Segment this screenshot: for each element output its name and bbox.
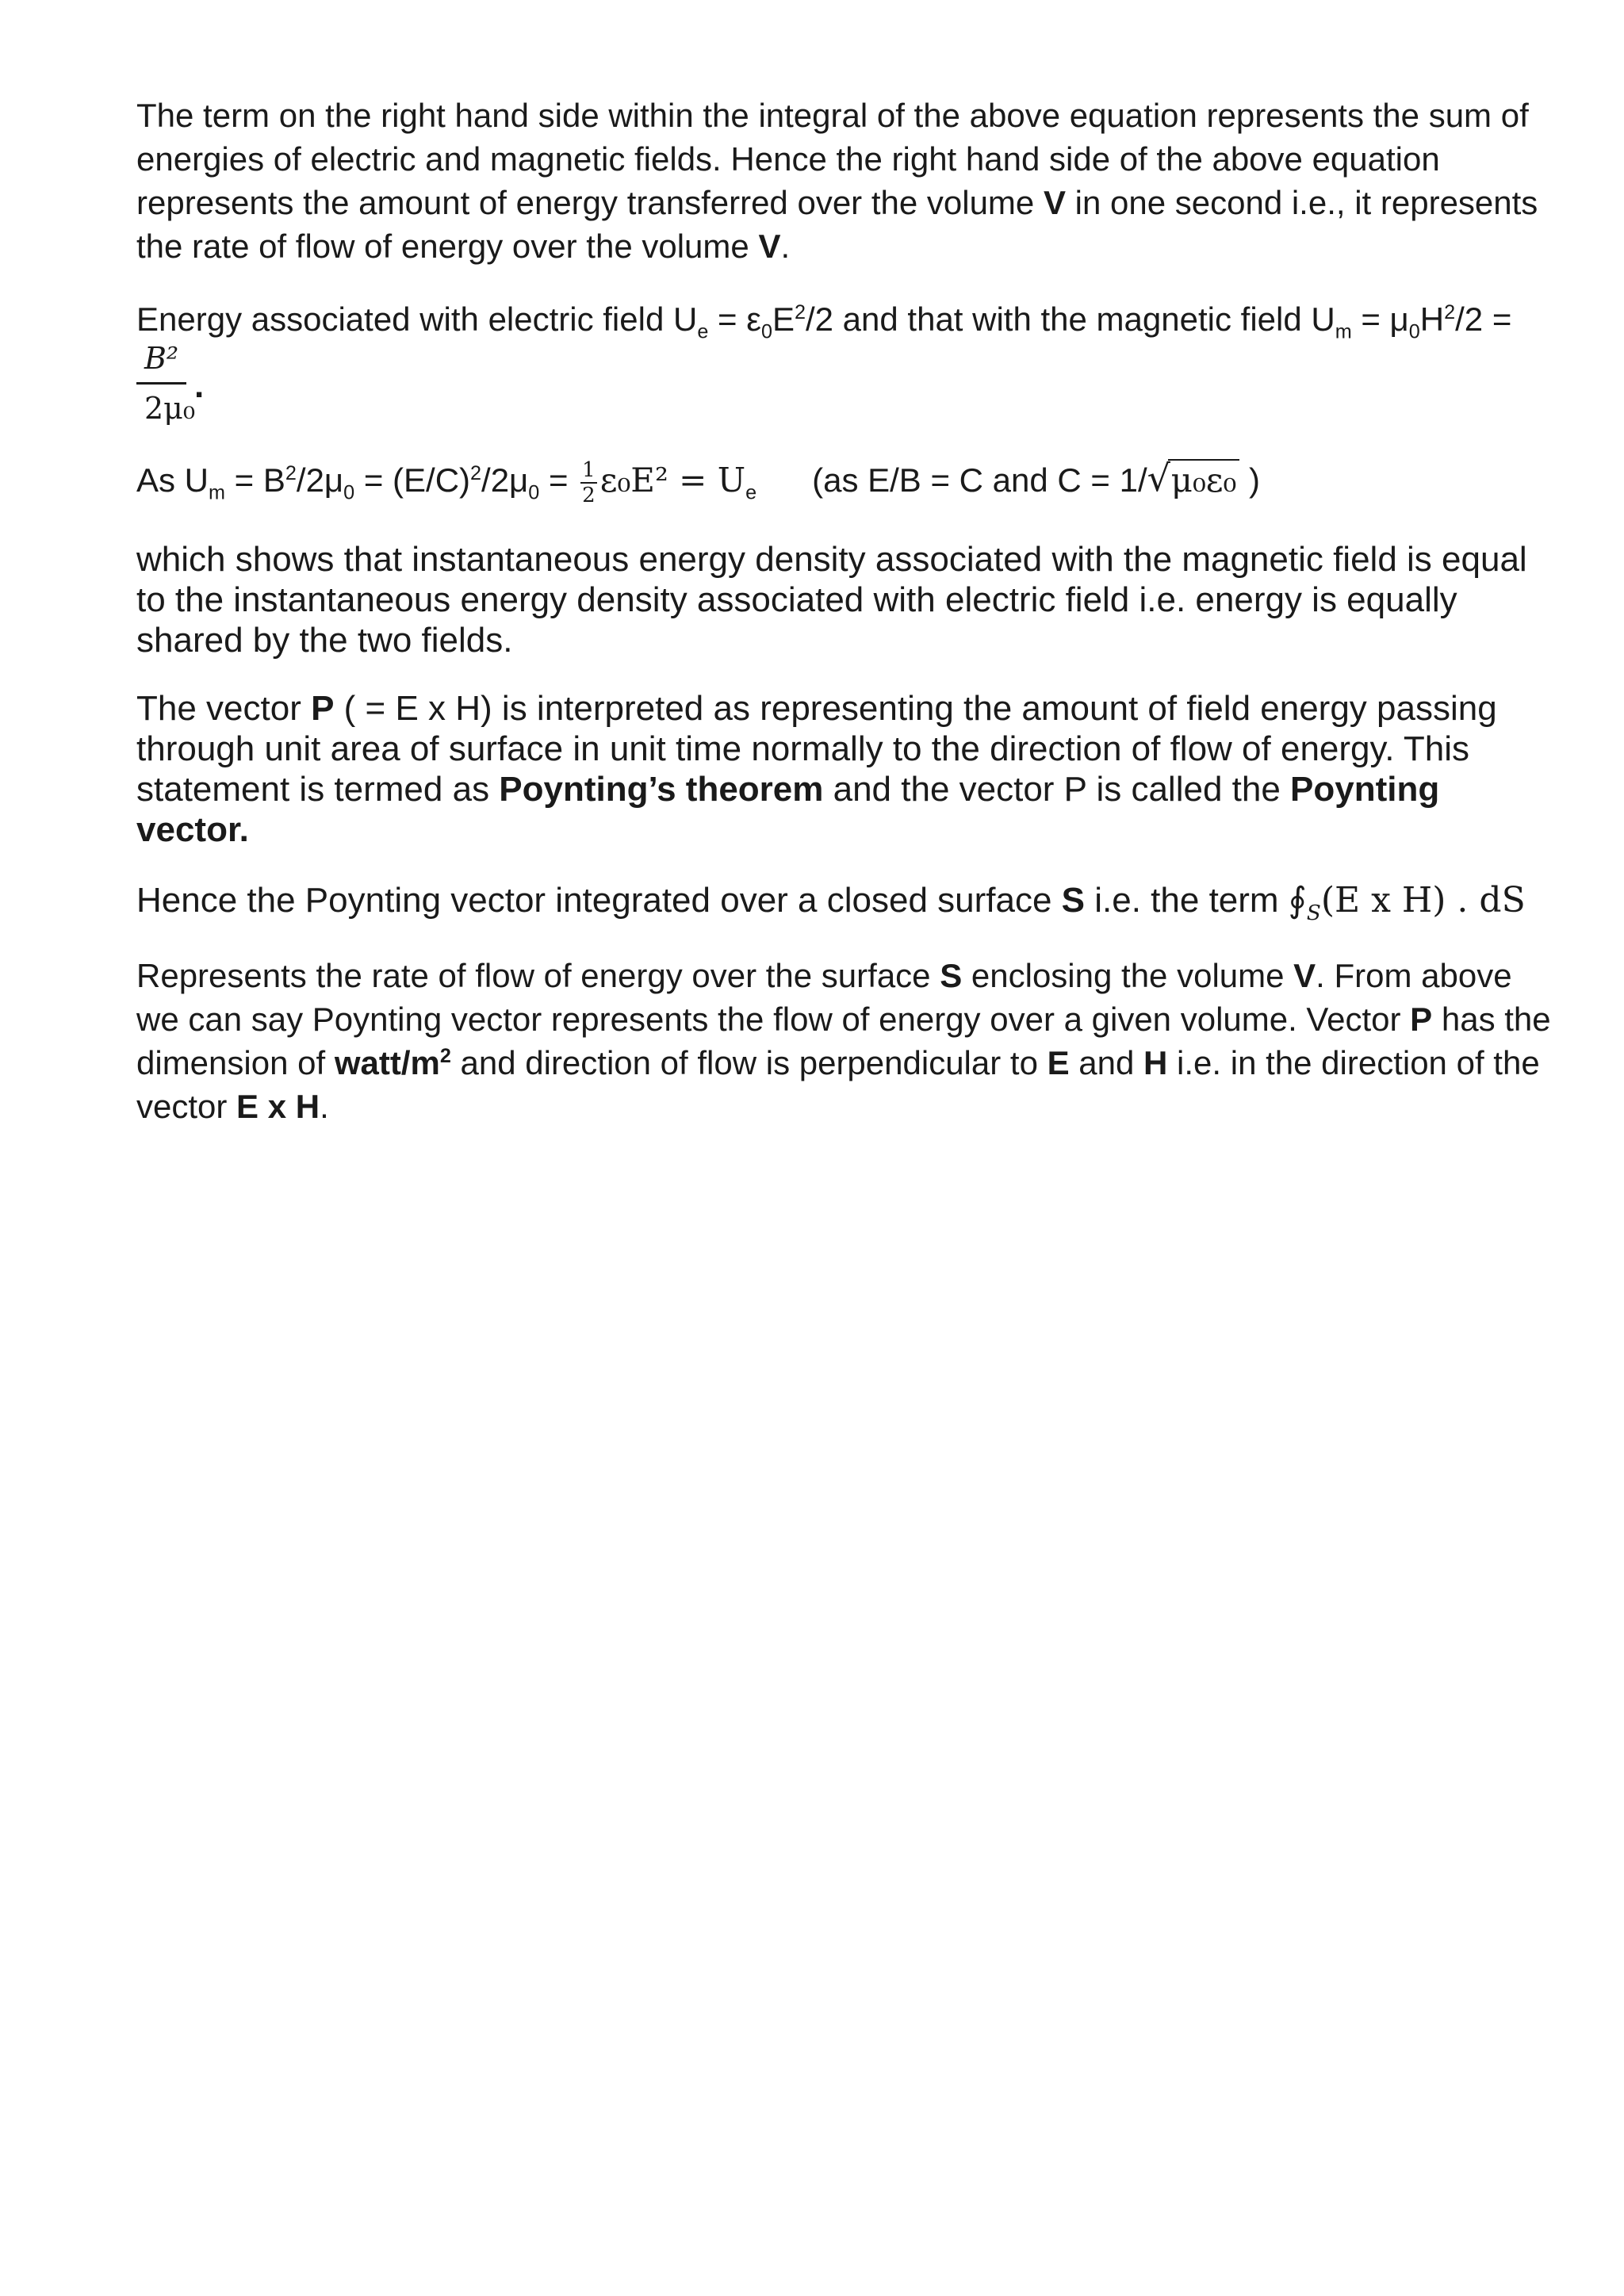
bold-V: V bbox=[1043, 184, 1066, 221]
text: enclosing the volume bbox=[962, 957, 1294, 994]
radicand: μ₀ε₀ bbox=[1168, 459, 1240, 499]
text: i.e. in the direction of the vector bbox=[136, 1044, 1540, 1125]
bold-V: V bbox=[1293, 957, 1316, 994]
text: i.e. the term bbox=[1085, 881, 1289, 920]
text: = B bbox=[225, 461, 285, 499]
fraction-half bbox=[580, 458, 597, 507]
superscript: 2 bbox=[285, 462, 297, 485]
subscript: e bbox=[745, 481, 757, 504]
subscript: 0 bbox=[1408, 320, 1420, 343]
math-text: (E x H) . dS bbox=[1320, 880, 1526, 920]
bold-H: H bbox=[1143, 1044, 1168, 1081]
subscript: e bbox=[697, 320, 709, 343]
text: The term on the right hand side within the integral of the above equation represents the sum of energies of electric and magnetic fields. Hence the right hand side of the above equation represents the amount of energy transferred over the volume bbox=[136, 97, 1529, 221]
text: Hence the Poynting vector integrated over a closed surface bbox=[136, 881, 1062, 920]
text: Energy associated with electric field U bbox=[136, 300, 698, 338]
text: . bbox=[320, 1088, 329, 1125]
text: = (E/C) bbox=[354, 461, 471, 499]
text: ) bbox=[1239, 461, 1261, 499]
bold-S: S bbox=[940, 957, 963, 994]
text: . bbox=[780, 228, 791, 265]
subscript: m bbox=[1335, 320, 1352, 343]
bold-P: P bbox=[311, 689, 335, 728]
contour-integral-icon: ∮ bbox=[1288, 880, 1307, 920]
radical-icon: √ bbox=[1147, 457, 1170, 500]
text: /2μ bbox=[481, 461, 529, 499]
paragraph-energy-integral bbox=[136, 94, 1556, 268]
text: The vector bbox=[136, 689, 312, 728]
subscript: 0 bbox=[760, 320, 772, 343]
text: ( = E x H) is interpreted as representing the amount of field energy passing through unit area of surface in unit time normally to the direction of flow of energy. This statement is termed as bbox=[136, 689, 1497, 809]
paragraph-surface-integral bbox=[136, 880, 1556, 925]
text: and bbox=[1069, 1044, 1144, 1081]
text: /2μ bbox=[296, 461, 344, 499]
text: watt/m bbox=[334, 1044, 440, 1081]
math-text: ε₀E² = U bbox=[599, 461, 746, 500]
fraction-numerator: 1 bbox=[582, 458, 596, 482]
bold-ExH: E x H bbox=[236, 1088, 320, 1125]
equation-energy-equality bbox=[136, 458, 1556, 507]
paragraph-equal-sharing: which shows that instantaneous energy density associated with the magnetic field is equal to the instantaneous energy density associated with electric field i.e. energy is equally shared by the two fields. bbox=[136, 540, 1527, 660]
subscript: m bbox=[209, 481, 225, 504]
text: H bbox=[1419, 300, 1445, 338]
square-root bbox=[1147, 458, 1240, 502]
fraction-denominator: 2 bbox=[582, 484, 596, 507]
text: Represents the rate of flow of energy over the surface bbox=[136, 957, 940, 994]
paragraph-energy-densities bbox=[136, 297, 1556, 341]
text: E bbox=[772, 300, 795, 338]
superscript: 2 bbox=[470, 462, 482, 485]
bold-poynting-theorem: Poynting’s theorem bbox=[499, 770, 824, 809]
fraction-numerator: B² bbox=[136, 341, 186, 385]
subscript: 0 bbox=[343, 481, 355, 504]
text: = ε bbox=[708, 300, 761, 338]
text: and the vector P is called the bbox=[823, 770, 1291, 809]
superscript: 2 bbox=[439, 1045, 451, 1067]
bold-poynting-vector: Poynting vector. bbox=[136, 770, 1440, 849]
bold-S: S bbox=[1061, 881, 1086, 920]
text: and direction of flow is perpendicular to bbox=[450, 1044, 1048, 1081]
subscript: S bbox=[1306, 900, 1321, 925]
paragraph-poynting-theorem bbox=[136, 688, 1556, 850]
bold-E: E bbox=[1047, 1044, 1070, 1081]
text: /2 = bbox=[1455, 300, 1512, 338]
text: /2 and that with the magnetic field U bbox=[805, 300, 1335, 338]
period: . bbox=[194, 366, 205, 405]
fraction-denominator: 2μ₀ bbox=[144, 391, 196, 426]
superscript: 2 bbox=[1444, 301, 1456, 323]
bold-V: V bbox=[758, 228, 781, 265]
text: . From above we can say Poynting vector represents the flow of energy over a given volume. Vector bbox=[136, 957, 1512, 1038]
bold-unit bbox=[335, 1044, 451, 1081]
paragraph-flow-of-energy bbox=[136, 954, 1556, 1128]
text: = bbox=[539, 461, 578, 499]
text: in one second i.e., it represents the rate of flow of energy over the volume bbox=[136, 184, 1538, 265]
subscript: 0 bbox=[528, 481, 540, 504]
superscript: 2 bbox=[794, 301, 806, 323]
text: has the dimension of bbox=[136, 1001, 1551, 1081]
bold-P: P bbox=[1410, 1001, 1433, 1038]
text: = μ bbox=[1351, 300, 1409, 338]
text: (as E/B = C and C = 1/ bbox=[812, 461, 1147, 499]
text: As U bbox=[136, 461, 209, 499]
fraction-b2-over-2mu0 bbox=[136, 341, 203, 426]
